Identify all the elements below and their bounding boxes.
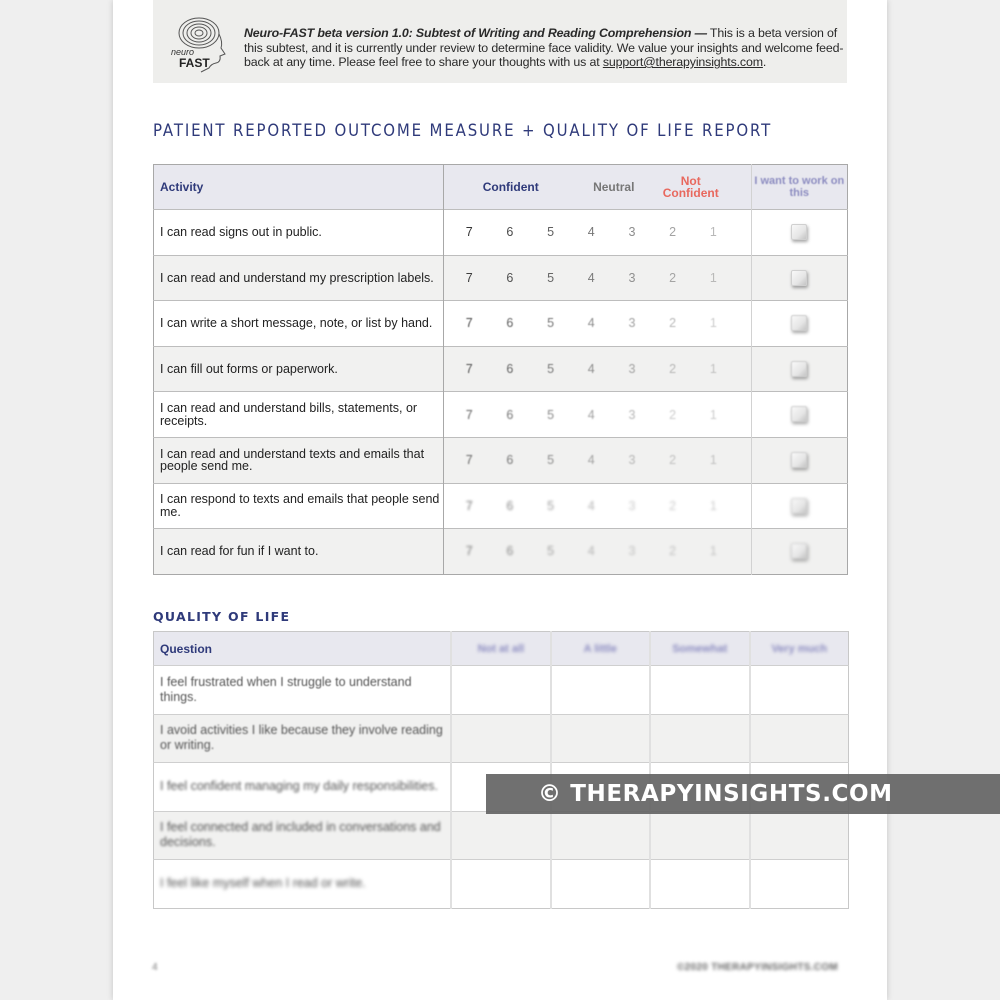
qol-question: I feel confident managing my daily responsibilities. bbox=[154, 763, 452, 812]
rating-option-3[interactable]: 3 bbox=[628, 544, 636, 559]
rating-scale bbox=[443, 437, 751, 483]
want-to-work-cell bbox=[751, 301, 847, 347]
want-to-work-checkbox[interactable] bbox=[791, 315, 807, 331]
rating-option-1[interactable]: 1 bbox=[709, 270, 717, 285]
qol-answer-cell[interactable] bbox=[451, 860, 550, 909]
rating-option-5[interactable]: 5 bbox=[547, 316, 555, 331]
header-not-confident: Not Confident bbox=[662, 174, 719, 200]
document-page bbox=[113, 0, 887, 1000]
header-a-little: A little bbox=[551, 632, 650, 666]
rating-option-3[interactable]: 3 bbox=[628, 316, 636, 331]
activity-label: I can read signs out in public. bbox=[154, 210, 444, 256]
rating-option-5[interactable]: 5 bbox=[547, 270, 555, 285]
rating-scale bbox=[443, 392, 751, 438]
prom-row bbox=[154, 346, 848, 392]
neuro-fast-logo bbox=[171, 16, 231, 74]
rating-option-6[interactable]: 6 bbox=[506, 225, 514, 240]
qol-answer-cell[interactable] bbox=[451, 666, 550, 715]
rating-option-7[interactable]: 7 bbox=[465, 453, 473, 468]
rating-option-4[interactable]: 4 bbox=[587, 362, 595, 377]
qol-question: I feel frustrated when I struggle to understand things. bbox=[154, 666, 452, 715]
prom-row bbox=[154, 255, 848, 301]
qol-title: QUALITY OF LIFE bbox=[153, 609, 291, 624]
rating-option-5[interactable]: 5 bbox=[547, 544, 555, 559]
rating-option-2[interactable]: 2 bbox=[669, 362, 677, 377]
qol-answer-cell[interactable] bbox=[750, 860, 849, 909]
rating-option-3[interactable]: 3 bbox=[628, 407, 636, 422]
rating-option-3[interactable]: 3 bbox=[628, 498, 636, 513]
want-to-work-checkbox[interactable] bbox=[791, 361, 807, 377]
qol-row bbox=[154, 860, 849, 909]
rating-option-2[interactable]: 2 bbox=[669, 544, 677, 559]
rating-option-4[interactable]: 4 bbox=[587, 316, 595, 331]
logo-text-fast: FAST bbox=[179, 56, 210, 70]
rating-option-6[interactable]: 6 bbox=[506, 544, 514, 559]
want-to-work-cell bbox=[751, 437, 847, 483]
rating-option-5[interactable]: 5 bbox=[547, 362, 555, 377]
want-to-work-cell bbox=[751, 392, 847, 438]
activity-label: I can write a short message, note, or list by hand. bbox=[154, 301, 444, 347]
header-want-to-work: I want to work on this bbox=[751, 165, 847, 210]
rating-option-2[interactable]: 2 bbox=[669, 407, 677, 422]
prom-header-row bbox=[154, 165, 848, 210]
qol-header-row bbox=[154, 632, 849, 666]
rating-option-4[interactable]: 4 bbox=[587, 498, 595, 513]
beta-notice-text bbox=[244, 26, 844, 70]
beta-notice-title: Neuro-FAST beta version 1.0: Subtest of Writing and Reading Comprehension — bbox=[244, 26, 707, 40]
qol-answer-cell[interactable] bbox=[451, 811, 550, 860]
rating-option-7[interactable]: 7 bbox=[465, 316, 473, 331]
header-very-much: Very much bbox=[750, 632, 849, 666]
footer-copyright: ©2020 THERAPYINSIGHTS.COM bbox=[677, 962, 839, 973]
rating-option-2[interactable]: 2 bbox=[669, 498, 677, 513]
want-to-work-cell bbox=[751, 483, 847, 529]
rating-option-7[interactable]: 7 bbox=[465, 225, 473, 240]
rating-option-2[interactable]: 2 bbox=[669, 453, 677, 468]
rating-option-4[interactable]: 4 bbox=[587, 453, 595, 468]
qol-question: I feel connected and included in conversations and decisions. bbox=[154, 811, 452, 860]
rating-option-1[interactable]: 1 bbox=[709, 316, 717, 331]
header-confident: Confident bbox=[482, 180, 539, 194]
prom-row bbox=[154, 392, 848, 438]
beta-notice-end: . bbox=[762, 55, 767, 69]
qol-answer-cell[interactable] bbox=[650, 714, 750, 763]
qol-table bbox=[153, 631, 849, 909]
qol-row bbox=[154, 714, 849, 763]
qol-answer-cell[interactable] bbox=[551, 811, 650, 860]
prom-row bbox=[154, 529, 848, 575]
qol-question: I feel like myself when I read or write. bbox=[154, 860, 452, 909]
rating-option-4[interactable]: 4 bbox=[587, 270, 595, 285]
rating-option-1[interactable]: 1 bbox=[709, 498, 717, 513]
rating-option-1[interactable]: 1 bbox=[709, 362, 717, 377]
rating-option-2[interactable]: 2 bbox=[669, 225, 677, 240]
rating-option-6[interactable]: 6 bbox=[506, 453, 514, 468]
prom-row bbox=[154, 210, 848, 256]
page-number: 4 bbox=[152, 962, 158, 973]
qol-answer-cell[interactable] bbox=[650, 666, 750, 715]
rating-option-6[interactable]: 6 bbox=[506, 498, 514, 513]
header-not-at-all: Not at all bbox=[451, 632, 550, 666]
rating-option-7[interactable]: 7 bbox=[465, 544, 473, 559]
qol-answer-cell[interactable] bbox=[551, 666, 650, 715]
rating-option-2[interactable]: 2 bbox=[669, 316, 677, 331]
support-email-link[interactable]: support@therapyinsights.com bbox=[602, 55, 763, 69]
rating-option-6[interactable]: 6 bbox=[506, 270, 514, 285]
want-to-work-checkbox[interactable] bbox=[791, 406, 807, 422]
want-to-work-cell bbox=[751, 346, 847, 392]
rating-option-4[interactable]: 4 bbox=[587, 407, 595, 422]
rating-option-3[interactable]: 3 bbox=[628, 453, 636, 468]
rating-option-1[interactable]: 1 bbox=[709, 225, 717, 240]
rating-option-6[interactable]: 6 bbox=[506, 362, 514, 377]
rating-option-3[interactable]: 3 bbox=[628, 225, 636, 240]
prom-row bbox=[154, 483, 848, 529]
header-question: Question bbox=[154, 632, 452, 666]
qol-answer-cell[interactable] bbox=[551, 860, 650, 909]
want-to-work-checkbox[interactable] bbox=[791, 498, 807, 514]
rating-option-3[interactable]: 3 bbox=[628, 362, 636, 377]
header-activity: Activity bbox=[154, 165, 444, 210]
want-to-work-cell bbox=[751, 255, 847, 301]
activity-label: I can read and understand my prescription labels. bbox=[154, 255, 444, 301]
qol-answer-cell[interactable] bbox=[750, 666, 849, 715]
report-title: PATIENT REPORTED OUTCOME MEASURE + QUALITY OF LIFE REPORT bbox=[153, 121, 773, 141]
header-somewhat: Somewhat bbox=[650, 632, 750, 666]
rating-scale bbox=[443, 301, 751, 347]
beta-notice-banner bbox=[153, 0, 847, 83]
rating-option-5[interactable]: 5 bbox=[547, 225, 555, 240]
qol-answer-cell[interactable] bbox=[451, 714, 550, 763]
prom-row bbox=[154, 301, 848, 347]
header-neutral: Neutral bbox=[593, 180, 635, 194]
rating-option-5[interactable]: 5 bbox=[547, 453, 555, 468]
want-to-work-cell bbox=[751, 529, 847, 575]
want-to-work-checkbox[interactable] bbox=[791, 224, 807, 240]
rating-option-1[interactable]: 1 bbox=[709, 407, 717, 422]
activity-label: I can read and understand bills, statements, or receipts. bbox=[154, 392, 444, 438]
activity-label: I can read for fun if I want to. bbox=[154, 529, 444, 575]
rating-option-4[interactable]: 4 bbox=[587, 544, 595, 559]
header-scale bbox=[443, 165, 751, 210]
qol-answer-cell[interactable] bbox=[650, 860, 750, 909]
rating-option-3[interactable]: 3 bbox=[628, 270, 636, 285]
rating-scale bbox=[443, 529, 751, 575]
logo-text-neuro: neuro bbox=[171, 47, 195, 57]
activity-label: I can read and understand texts and emails that people send me. bbox=[154, 437, 444, 483]
copyright-watermark: © THERAPYINSIGHTS.COM bbox=[486, 774, 1000, 814]
rating-option-5[interactable]: 5 bbox=[547, 407, 555, 422]
prom-row bbox=[154, 437, 848, 483]
rating-option-7[interactable]: 7 bbox=[465, 407, 473, 422]
qol-row bbox=[154, 666, 849, 715]
beta-notice-body: This is a beta version of this subtest, and it is currently under review to determine face validity. We value your insights and welcome feed-back at any time. Please feel free to share your thoughts with us at bbox=[244, 26, 844, 69]
rating-option-7[interactable]: 7 bbox=[465, 498, 473, 513]
want-to-work-checkbox[interactable] bbox=[791, 270, 807, 286]
qol-answer-cell[interactable] bbox=[551, 714, 650, 763]
want-to-work-checkbox[interactable] bbox=[791, 452, 807, 468]
qol-row bbox=[154, 811, 849, 860]
qol-answer-cell[interactable] bbox=[750, 714, 849, 763]
rating-option-2[interactable]: 2 bbox=[669, 270, 677, 285]
rating-scale bbox=[443, 255, 751, 301]
rating-option-7[interactable]: 7 bbox=[465, 270, 473, 285]
qol-question: I avoid activities I like because they involve reading or writing. bbox=[154, 714, 452, 763]
rating-option-5[interactable]: 5 bbox=[547, 498, 555, 513]
rating-scale bbox=[443, 483, 751, 529]
activity-label: I can fill out forms or paperwork. bbox=[154, 346, 444, 392]
want-to-work-checkbox[interactable] bbox=[791, 543, 807, 559]
rating-scale bbox=[443, 210, 751, 256]
rating-option-6[interactable]: 6 bbox=[506, 316, 514, 331]
rating-option-1[interactable]: 1 bbox=[709, 544, 717, 559]
qol-answer-cell[interactable] bbox=[750, 811, 849, 860]
want-to-work-cell bbox=[751, 210, 847, 256]
rating-scale bbox=[443, 346, 751, 392]
activity-label: I can respond to texts and emails that people send me. bbox=[154, 483, 444, 529]
rating-option-6[interactable]: 6 bbox=[506, 407, 514, 422]
rating-option-1[interactable]: 1 bbox=[709, 453, 717, 468]
qol-answer-cell[interactable] bbox=[650, 811, 750, 860]
rating-option-4[interactable]: 4 bbox=[587, 225, 595, 240]
rating-option-7[interactable]: 7 bbox=[465, 362, 473, 377]
prom-table bbox=[153, 164, 848, 575]
